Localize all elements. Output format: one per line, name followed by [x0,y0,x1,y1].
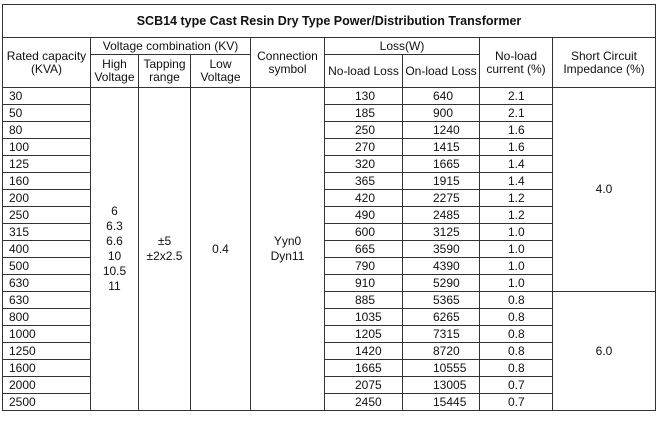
high-voltage-cell-value: 6.6 [106,234,123,248]
on-load-loss-cell: 7315 [403,326,480,343]
on-load-loss-cell: 2275 [403,190,480,207]
header-high-voltage: High Voltage [91,55,139,88]
no-load-current-cell: 2.1 [480,88,553,105]
header-tapping-range: Tapping range [139,55,191,88]
spec-table-wrapper [2,4,656,411]
capacity-cell: 160 [3,173,91,190]
no-load-loss-cell: 2075 [325,377,403,394]
tapping-range-cell [139,88,191,411]
on-load-loss-cell: 1915 [403,173,480,190]
capacity-cell: 125 [3,156,91,173]
title-row [3,5,656,38]
table-row [3,88,656,105]
no-load-current-cell: 0.7 [480,377,553,394]
no-load-current-cell: 1.0 [480,224,553,241]
capacity-cell: 50 [3,105,91,122]
on-load-loss-cell: 4390 [403,258,480,275]
capacity-cell: 1600 [3,360,91,377]
tapping-range-cell-list [147,234,183,264]
no-load-current-cell: 1.6 [480,122,553,139]
no-load-loss-cell: 420 [325,190,403,207]
tapping-range-cell-value: ±5 [157,234,172,248]
on-load-loss-cell: 13005 [403,377,480,394]
capacity-cell: 630 [3,275,91,292]
on-load-loss-cell: 15445 [403,394,480,411]
no-load-current-cell: 1.4 [480,173,553,190]
header-short-circuit-impedance: Short Circuit Impedance (%) [553,38,656,88]
header-no-load-loss: No-load Loss [325,55,403,88]
no-load-current-cell: 0.7 [480,394,553,411]
capacity-cell: 100 [3,139,91,156]
on-load-loss-cell: 640 [403,88,480,105]
high-voltage-cell [91,88,139,411]
no-load-current-cell: 0.8 [480,343,553,360]
header-rated-capacity: Rated capacity (KVA) [3,38,91,88]
header-on-load-loss: On-load Loss [403,55,480,88]
no-load-current-cell: 0.8 [480,292,553,309]
low-voltage-cell: 0.4 [191,88,251,411]
high-voltage-cell-list [103,204,126,294]
no-load-loss-cell: 185 [325,105,403,122]
no-load-loss-cell: 600 [325,224,403,241]
impedance-cell-group-2: 6.0 [553,292,656,411]
no-load-loss-cell: 320 [325,156,403,173]
no-load-loss-cell: 665 [325,241,403,258]
high-voltage-cell-value: 11 [108,279,121,293]
capacity-cell: 30 [3,88,91,105]
no-load-current-cell: 0.8 [480,360,553,377]
no-load-loss-cell: 490 [325,207,403,224]
on-load-loss-cell: 3590 [403,241,480,258]
tapping-range-cell-value: ±2x2.5 [146,249,183,263]
no-load-current-cell: 1.2 [480,190,553,207]
no-load-loss-cell: 270 [325,139,403,156]
no-load-current-cell: 2.1 [480,105,553,122]
no-load-loss-cell: 910 [325,275,403,292]
no-load-current-cell: 1.4 [480,156,553,173]
on-load-loss-cell: 10555 [403,360,480,377]
table-body [3,88,656,411]
high-voltage-cell-value: 6.3 [106,219,123,233]
capacity-cell: 2000 [3,377,91,394]
no-load-loss-cell: 1205 [325,326,403,343]
capacity-cell: 250 [3,207,91,224]
high-voltage-cell-value: 10.5 [102,264,127,278]
connection-symbol-cell-value: Dyn11 [270,249,305,263]
on-load-loss-cell: 6265 [403,309,480,326]
header-connection-symbol: Connection symbol [251,38,325,88]
connection-symbol-cell-list [271,234,305,264]
no-load-loss-cell: 1420 [325,343,403,360]
capacity-cell: 1000 [3,326,91,343]
no-load-current-cell: 1.0 [480,275,553,292]
no-load-current-cell: 0.8 [480,326,553,343]
capacity-cell: 630 [3,292,91,309]
no-load-loss-cell: 1665 [325,360,403,377]
on-load-loss-cell: 8720 [403,343,480,360]
on-load-loss-cell: 900 [403,105,480,122]
header-no-load-current: No-load current (%) [480,38,553,88]
no-load-current-cell: 1.6 [480,139,553,156]
on-load-loss-cell: 2485 [403,207,480,224]
no-load-current-cell: 1.2 [480,207,553,224]
capacity-cell: 500 [3,258,91,275]
no-load-loss-cell: 365 [325,173,403,190]
capacity-cell: 315 [3,224,91,241]
no-load-loss-cell: 1035 [325,309,403,326]
no-load-loss-cell: 885 [325,292,403,309]
transformer-spec-table [2,4,656,411]
connection-symbol-cell [251,88,325,411]
impedance-cell-group-1: 4.0 [553,88,656,292]
no-load-current-cell: 0.8 [480,309,553,326]
connection-symbol-cell-value: Yyn0 [273,234,302,248]
on-load-loss-cell: 5290 [403,275,480,292]
high-voltage-cell-value: 10 [107,249,122,263]
capacity-cell: 1250 [3,343,91,360]
no-load-current-cell: 1.0 [480,241,553,258]
on-load-loss-cell: 3125 [403,224,480,241]
on-load-loss-cell: 1415 [403,139,480,156]
on-load-loss-cell: 1665 [403,156,480,173]
header-row-1 [3,38,656,55]
table-title: SCB14 type Cast Resin Dry Type Power/Distribution Transformer [3,5,656,38]
capacity-cell: 400 [3,241,91,258]
capacity-cell: 800 [3,309,91,326]
no-load-loss-cell: 130 [325,88,403,105]
capacity-cell: 2500 [3,394,91,411]
capacity-cell: 200 [3,190,91,207]
header-voltage-combination: Voltage combination (KV) [91,38,251,55]
on-load-loss-cell: 5365 [403,292,480,309]
on-load-loss-cell: 1240 [403,122,480,139]
no-load-current-cell: 1.0 [480,258,553,275]
high-voltage-cell-value: 6 [111,204,118,218]
header-low-voltage: Low Voltage [191,55,251,88]
no-load-loss-cell: 2450 [325,394,403,411]
capacity-cell: 80 [3,122,91,139]
header-loss: Loss(W) [325,38,480,55]
no-load-loss-cell: 250 [325,122,403,139]
no-load-loss-cell: 790 [325,258,403,275]
